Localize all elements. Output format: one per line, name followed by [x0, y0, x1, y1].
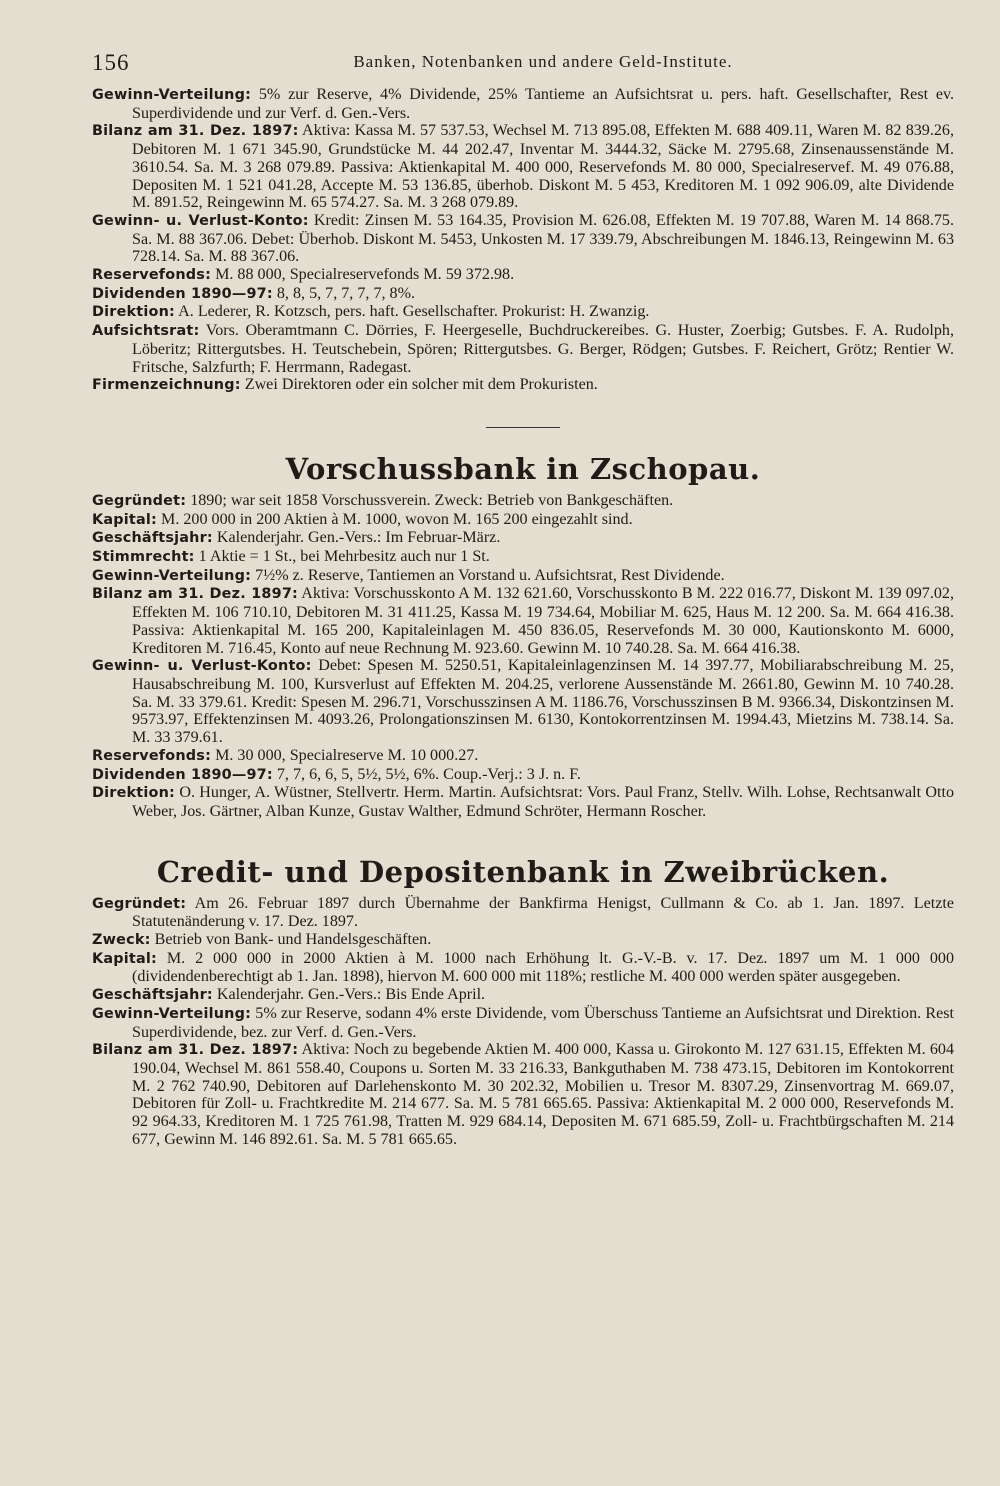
entry-label: Bilanz am 31. Dez. 1897: [92, 586, 299, 603]
entry-text: 1890; war seit 1858 Vorschussverein. Zweck: Betrieb von Bankgeschäften. [190, 491, 674, 509]
entry-text: Kalenderjahr. Gen.-Vers.: Im Februar-März. [216, 529, 501, 547]
entry-text: Debet: Spesen M. 5250.51, Kapitaleinlagenzinsen M. 14 397.77, Mobiliarabschreibung M. 25, Hausabschreibung M. 100, Kursverlust auf Effekten M. 204.25, verlorene Aussenstände M. 2661.80, Gewinn M. 10 740.28. Sa. M. 33 379.61. Kredit: Spesen M. 296.71, Vorschusszinsen A M. 1186.76, Vorschusszinsen B M. 9366.34, Diskontzinsen M. 9573.97, Effektenzinsen M. 4093.26, Prolongationszinsen M. 6130, Kontokorrentzinsen M. 1994.43, Mietzins M. 738.14. Sa. M. 33 379.61. [132, 657, 954, 747]
entry-label: Kapital: [92, 511, 157, 528]
entry-label: Reservefonds: [92, 267, 212, 284]
section-divider [486, 427, 560, 428]
entry-label: Gewinn-Verteilung: [92, 1005, 252, 1022]
entry-bilanz [92, 122, 954, 212]
bank-title: Vorschussbank in Zschopau. [285, 451, 761, 486]
page-number: 156 [92, 50, 130, 75]
entry-label: Stimmrecht: [92, 549, 195, 566]
entry-kapital [92, 511, 954, 530]
entry-label: Direktion: [92, 304, 176, 321]
entry-text: Vors. Oberamtmann C. Dörries, F. Heergeselle, Buchdruckereibes. G. Huster, Zoerbig; Gutsbes. F. A. Rudolph, Löberitz; Rittergutsbes. H. Teutschebein, Spören; Rittergutsbes. G. Berger, Rödgen; Gutsbes. F. Reichert, Grötz; Rentier W. Fritsche, Salzfurth; F. Herrmann, Radegast. [132, 322, 954, 376]
entry-text: Aktiva: Noch zu begebende Aktien M. 400 000, Kassa u. Girokonto M. 127 631.15, Effekten M. 604 190.04, Wechsel M. 861 558.40, Coupons u. Sorten M. 33 216.33, Bankguthaben M. 738 473.15, Debitoren im Kontokorrent M. 2 762 740.90, Debitoren auf Darlehenskonto M. 30 202.32, Mobilien u. Tresor M. 8307.29, Zinsenvortrag M. 669.07, Debitoren für Zoll- u. Frachtkredite M. 214 677. Sa. M. 5 781 665.65. Passiva: Aktienkapital M. 2 000 000, Reservefonds M. 92 964.33, Kreditoren M. 1 725 761.98, Tratten M. 929 684.14, Depositen M. 671 685.59, Zoll- u. Frachtbürgschaften M. 214 677, Gewinn M. 146 892.61. Sa. M. 5 781 665.65. [132, 1041, 955, 1148]
entry-text: O. Hunger, A. Wüstner, Stellvertr. Herm. Martin. Aufsichtsrat: Vors. Paul Franz, Stellv. Wilh. Lohse, Rechtsanwalt Otto Weber, Jos. Gärtner, Alban Kunze, Gustav Walther, Edmund Schröter, Hermann Roscher. [132, 784, 954, 820]
entry-gewinn-verlust-konto [92, 657, 954, 747]
entry-geschaeftsjahr [92, 986, 954, 1005]
entry-zweck [92, 931, 954, 950]
entry-label: Gewinn-Verteilung: [92, 567, 252, 584]
entry-reservefonds [92, 747, 954, 766]
entry-text: 5% zur Reserve, sodann 4% erste Dividende, vom Überschuss Tantieme an Aufsichtsrat und Direktion. Rest Superdividende, bez. zur Verf. d. Gen.-Vers. [132, 1004, 954, 1041]
entry-gegruendet [92, 895, 954, 931]
entry-text: Betrieb von Bank- und Handelsgeschäften. [154, 931, 432, 949]
entry-label: Kapital: [92, 950, 157, 967]
entry-text: M. 200 000 in 200 Aktien à M. 1000, wovon M. 165 200 eingezahlt sind. [161, 510, 633, 528]
bank-title: Credit- und Depositenbank in Zweibrücken. [156, 854, 890, 889]
entry-stimmrecht [92, 548, 954, 567]
entry-text: Zwei Direktoren oder ein solcher mit dem Prokuristen. [244, 376, 598, 394]
entry-text: Kredit: Zinsen M. 53 164.35, Provision M. 626.08, Effekten M. 19 707.88, Waren M. 14 868.75. Sa. M. 88 367.06. Debet: Überhob. Diskont M. 5453, Unkosten M. 17 339.79, Abschreibungen M. 1846.13, Reingewinn M. 63 728.14. Sa. M. 88 367.06. [132, 211, 954, 266]
entry-label: Gewinn- u. Verlust-Konto: [92, 212, 309, 229]
entry-label: Gegründet: [92, 492, 187, 509]
entry-label: Bilanz am 31. Dez. 1897: [92, 123, 299, 140]
entry-firmenzeichnung [92, 376, 954, 395]
entry-bilanz [92, 585, 954, 657]
entry-gewinn-verlust-konto [92, 212, 954, 266]
entry-label: Geschäftsjahr: [92, 987, 213, 1004]
entry-gewinn-verteilung [92, 86, 954, 122]
entry-gewinn-verteilung [92, 567, 954, 586]
entry-text: 1 Aktie = 1 St., bei Mehrbesitz auch nur 1 St. [198, 548, 490, 566]
entry-label: Dividenden 1890—97: [92, 285, 273, 302]
entry-label: Geschäftsjahr: [92, 530, 213, 547]
entry-label: Zweck: [92, 932, 151, 949]
entry-dividenden [92, 766, 954, 785]
entry-text: 5% zur Reserve, 4% Dividende, 25% Tantieme an Aufsichtsrat u. pers. haft. Gesellschafter, Rest ev. Superdividende und zur Verf. d. Gen.-Vers. [132, 86, 955, 122]
entry-label: Gegründet: [92, 895, 187, 912]
entry-label: Firmenzeichnung: [92, 377, 241, 394]
entry-text: M. 88 000, Specialreservefonds M. 59 372.98. [215, 266, 515, 284]
entry-text: Aktiva: Vorschusskonto A M. 132 621.60, Vorschusskonto B M. 222 016.77, Diskont M. 139 097.02, Effekten M. 106 710.10, Debitoren M. 31 411.25, Kassa M. 19 734.64, Mobiliar M. 625, Haus M. 12 200. Sa. M. 664 416.38. Passiva: Aktienkapital M. 165 200, Kapitaleinlagen M. 450 836.05, Reservefonds M. 30 000, Kautionskonto M. 6000, Kreditoren M. 716.45, Konto auf neue Rechnung M. 923.60. Gewinn M. 10 740.28. Sa. M. 664 416.38. [132, 585, 954, 657]
running-head: Banken, Notenbanken und andere Geld-Institute. [353, 52, 733, 71]
entry-label: Direktion: [92, 785, 176, 802]
entry-text: 7½% z. Reserve, Tantiemen an Vorstand u. Aufsichtsrat, Rest Dividende. [255, 566, 725, 584]
section-continued-bank [92, 86, 954, 395]
entry-kapital [92, 950, 954, 986]
entry-dividenden [92, 285, 954, 304]
entry-text: 7, 7, 6, 6, 5, 5½, 5½, 6%. Coup.-Verj.: 3 J. n. F. [276, 765, 581, 783]
entry-text: Aktiva: Kassa M. 57 537.53, Wechsel M. 713 895.08, Effekten M. 688 409.11, Waren M. 82 839.26, Debitoren M. 1 671 345.90, Grundstücke M. 44 202.47, Inventar M. 3444.32, Säcke M. 2795.68, Zinsenaussenstände M. 3610.54. Sa. M. 3 268 079.89. Passiva: Aktienkapital M. 400 000, Reservefonds M. 80 000, Specialreservef. M. 49 076.88, Depositen M. 1 521 041.28, Accepte M. 53 136.85, überhob. Diskont M. 5 453, Kreditoren M. 1 092 906.09, alte Dividende M. 891.52, Reingewinn M. 65 574.27. Sa. M. 3 268 079.89. [132, 122, 954, 212]
entry-label: Aufsichtsrat: [92, 323, 200, 340]
entry-gegruendet [92, 492, 954, 511]
entry-text: Kalenderjahr. Gen.-Vers.: Bis Ende April. [216, 986, 486, 1004]
entry-aufsichtsrat [92, 322, 954, 376]
entry-text: Am 26. Februar 1897 durch Übernahme der Bankfirma Henigst, Cullmann & Co. ab 1. Jan. 1897. Letzte Statutenänderung v. 17. Dez. 1897. [132, 894, 955, 931]
entry-direktion [92, 784, 954, 820]
entry-gewinn-verteilung [92, 1005, 954, 1041]
entry-bilanz [92, 1041, 954, 1148]
entry-label: Bilanz am 31. Dez. 1897: [92, 1042, 299, 1059]
section-vorschussbank-zschopau [92, 452, 954, 821]
entry-label: Dividenden 1890—97: [92, 766, 273, 783]
entry-label: Gewinn-Verteilung: [92, 87, 252, 103]
entry-label: Reservefonds: [92, 747, 212, 764]
page-header [92, 44, 954, 80]
entry-reservefonds [92, 266, 954, 285]
entry-text: A. Lederer, R. Kotzsch, pers. haft. Gesellschafter. Prokurist: H. Zwanzig. [178, 303, 650, 321]
entry-text: M. 30 000, Specialreserve M. 10 000.27. [215, 746, 479, 764]
entry-geschaeftsjahr [92, 529, 954, 548]
entry-text: M. 2 000 000 in 2000 Aktien à M. 1000 nach Erhöhung lt. G.-V.-B. v. 17. Dez. 1897 um M. 1 000 000 (dividendenberechtigt ab 1. Jan. 1898), hiervon M. 600 000 mit 118%; restliche M. 400 000 werden später ausgegeben. [132, 949, 954, 986]
section-credit-depositenbank-zweibruecken [92, 855, 954, 1149]
entry-label: Gewinn- u. Verlust-Konto: [92, 658, 312, 675]
entry-direktion [92, 303, 954, 322]
entry-text: 8, 8, 5, 7, 7, 7, 7, 8%. [276, 284, 416, 302]
